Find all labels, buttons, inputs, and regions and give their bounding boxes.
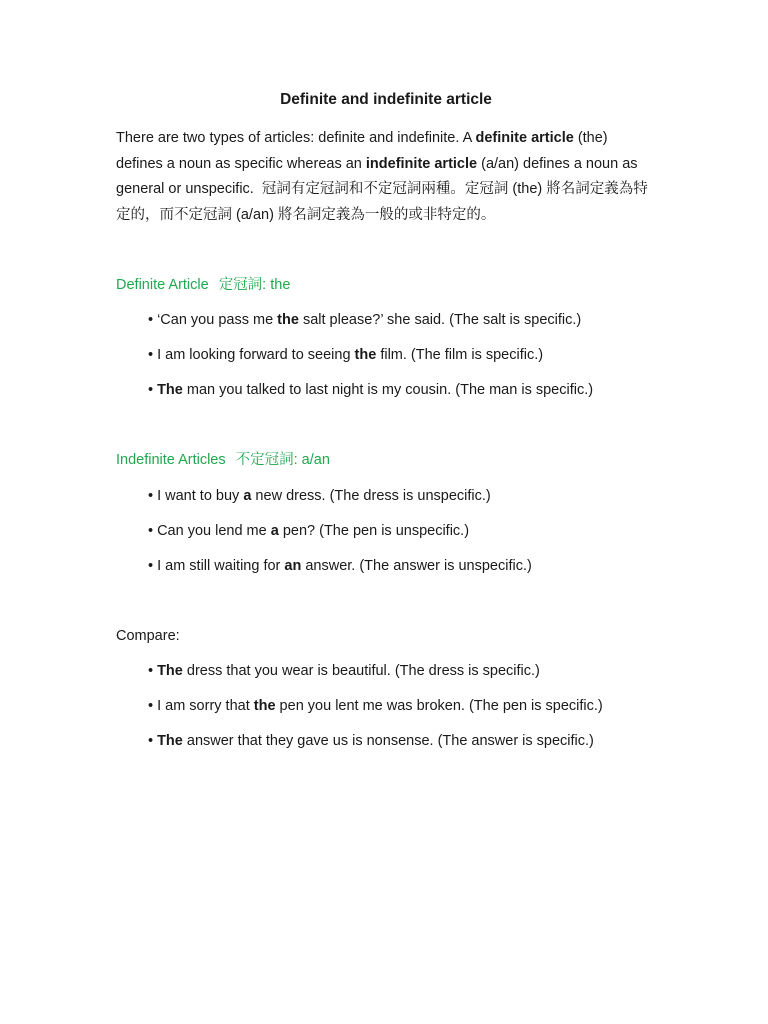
example-text: salt please?’ she said. (The salt is specific.) bbox=[298, 312, 582, 328]
intro-text-2: (the) defines a noun as specific whereas an bbox=[116, 130, 608, 172]
example-text: I am sorry that bbox=[157, 698, 254, 714]
example-text: ‘Can you pass me bbox=[157, 312, 278, 328]
intro-bold-definite: definite article bbox=[475, 130, 574, 146]
example-article: The bbox=[157, 733, 183, 749]
bullet: • bbox=[148, 523, 154, 539]
list-item bbox=[148, 344, 656, 366]
example-text: I am still waiting for bbox=[157, 558, 285, 574]
example-article: the bbox=[354, 347, 377, 363]
example-text: new dress. (The dress is unspecific.) bbox=[251, 488, 491, 504]
example-article: the bbox=[277, 312, 299, 328]
list-item bbox=[148, 485, 656, 507]
indefinite-heading-zh: 不定冠詞: a/an bbox=[235, 452, 330, 468]
list-item bbox=[148, 660, 656, 682]
example-text: pen? (The pen is unspecific.) bbox=[278, 523, 470, 539]
intro-bold-indefinite: indefinite article bbox=[365, 155, 478, 172]
definite-examples-list bbox=[116, 309, 656, 401]
example-article: a bbox=[270, 523, 279, 539]
bullet: • bbox=[148, 558, 154, 574]
bullet: • bbox=[148, 347, 154, 363]
bullet: • bbox=[148, 382, 154, 398]
example-text: I am looking forward to seeing bbox=[157, 347, 355, 363]
example-article: The bbox=[157, 382, 183, 398]
list-item bbox=[148, 379, 656, 401]
bullet: • bbox=[148, 488, 154, 504]
example-text: answer. (The answer is unspecific.) bbox=[301, 558, 532, 574]
list-item bbox=[148, 695, 656, 717]
indefinite-heading-en: Indefinite Articles bbox=[116, 452, 226, 468]
example-article: the bbox=[253, 698, 276, 714]
example-article: The bbox=[157, 663, 183, 679]
example-text: dress that you wear is beautiful. (The dress is specific.) bbox=[182, 663, 540, 679]
example-text: man you talked to last night is my cousin. (The man is specific.) bbox=[182, 382, 594, 398]
list-item bbox=[148, 555, 656, 577]
document-title: Definite and indefinite article bbox=[280, 91, 492, 108]
list-item bbox=[148, 730, 656, 752]
intro-chinese: 冠詞有定冠詞和不定冠詞兩種。定冠詞 (the) 將名詞定義為特定的，而不定冠詞 (a/an) 將名詞定義為一般的或非特定的。 bbox=[116, 181, 648, 223]
definite-heading-zh: 定冠詞: the bbox=[218, 277, 291, 293]
example-text: Can you lend me bbox=[157, 523, 271, 539]
list-item bbox=[148, 309, 656, 331]
definite-heading-en: Definite Article bbox=[116, 277, 209, 293]
list-item bbox=[148, 520, 656, 542]
intro-text-1: There are two types of articles: definite and indefinite. A bbox=[116, 130, 476, 146]
intro-paragraph bbox=[116, 126, 656, 228]
example-text: answer that they gave us is nonsense. (The answer is specific.) bbox=[182, 733, 594, 749]
definite-heading bbox=[116, 274, 656, 296]
bullet: • bbox=[148, 698, 154, 714]
intro-text-3: (a/an) defines a noun as general or unspecific. bbox=[116, 155, 638, 197]
bullet: • bbox=[148, 733, 154, 749]
example-article: an bbox=[284, 558, 302, 574]
example-text: film. (The film is specific.) bbox=[376, 347, 544, 363]
compare-examples-list bbox=[116, 660, 656, 752]
indefinite-heading bbox=[116, 449, 656, 471]
example-article: a bbox=[243, 488, 252, 504]
compare-heading: Compare: bbox=[116, 628, 180, 644]
bullet: • bbox=[148, 312, 154, 328]
bullet: • bbox=[148, 663, 154, 679]
example-text: I want to buy bbox=[157, 488, 244, 504]
document-page bbox=[116, 88, 656, 752]
indefinite-examples-list bbox=[116, 485, 656, 577]
example-text: pen you lent me was broken. (The pen is specific.) bbox=[275, 698, 603, 714]
